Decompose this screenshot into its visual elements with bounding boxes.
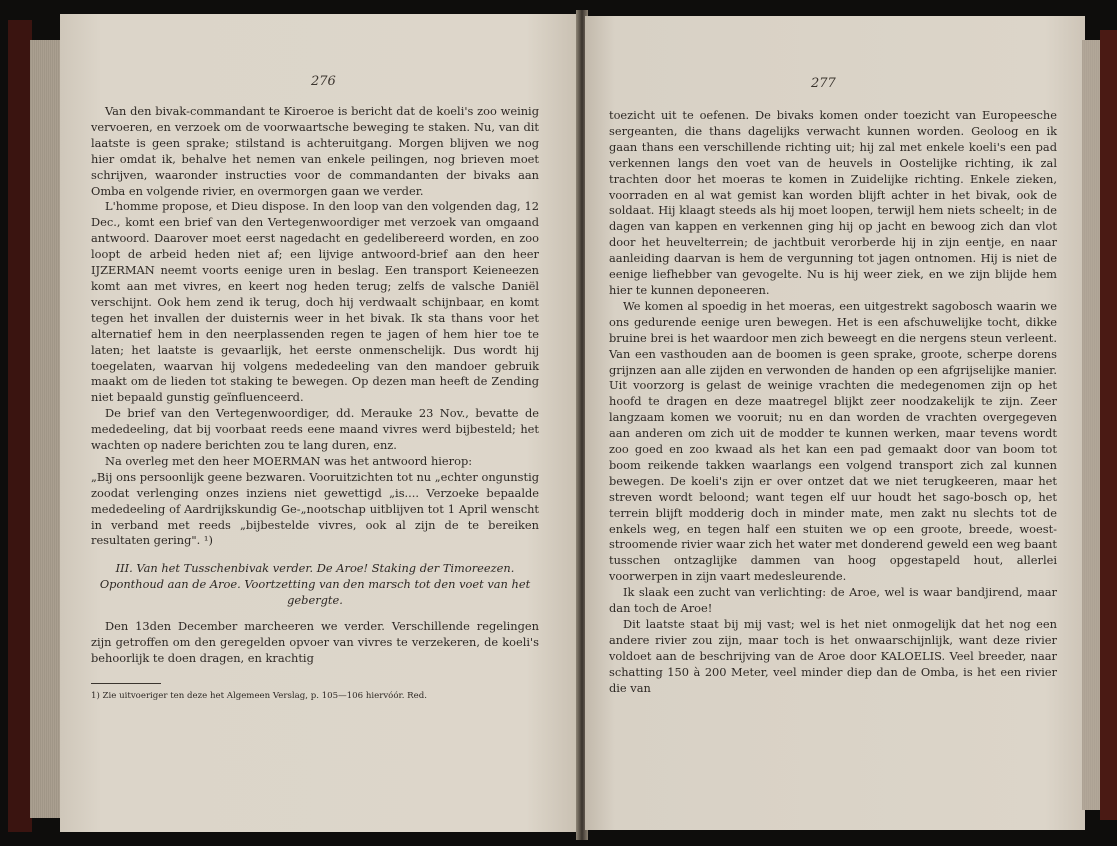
page-number-right: 277 (811, 76, 836, 91)
left-page (60, 14, 578, 832)
paragraph: Den 13den December marcheeren we verder. Verschillende regelingen zijn getroffen om den geregelden opvoer van vivres te verzekeren, de koeli's behoorlijk te doen dragen, en krachtig (91, 619, 539, 665)
quote-paragraph: „Bij ons persoonlijk geene bezwaren. Vooruitzichten tot nu „echter ongunstig zoodat verlenging onzes inziens niet gewettigd „is.... Verzoeke bepaalde mededeeling of Aardrijkskundig Ge-„nootschap uitblijven tot 1 April wenscht in verband met reeds „bijbestelde vivres, ook al zijn de te bereiken resultaten gering". ¹) (91, 469, 539, 548)
footnote-rule (91, 683, 161, 684)
paragraph: Na overleg met den heer MOERMAN was het antwoord hierop: (105, 453, 473, 468)
book-cover-edge-right (1100, 30, 1117, 820)
paragraph: toezicht uit te oefenen. De bivaks komen onder toezicht van Europeesche sergeanten, die thans dagelijks verwacht kunnen worden. Geoloog en ik gaan thans een verschillende richting uit; hij zal met enkele koeli's een pad verkennen langs den voet van de heuvels in Oostelijke richting, ik zal trachten door het moeras te komen in Zuidelijke richting. Enkele zieken, voorraden en al wat gemist kan worden blijft achter in het bivak, ook de soldaat. Hij klaagt steeds als hij moet loopen, terwijl hem niets scheelt; in de dagen van kappen en verkennen ging hij op jacht en bewoog zich dan vlot door het heuvelterrein; de jachtbuit verorberde hij in zijn eentje, en naar aanleiding daarvan is hem de vergunning tot jagen ontnomen. Hij is niet de eenige liefhebber van gevogelte. Nu is hij weer ziek, en we zijn blijde hem hier te kunnen deponeeren. (609, 108, 1057, 297)
right-page-text (609, 108, 1057, 697)
footnote: 1) Zie uitvoeriger ten deze het Algemeen Verslag, p. 105—106 hiervóór. Red. (91, 690, 427, 701)
paragraph: L'homme propose, et Dieu dispose. In den loop van den volgenden dag, 12 Dec., komt een brief van den Vertegenwoordiger met verzoek van omgaand antwoord. Daarover moet eerst nagedacht en gedelibereerd worden, en zoo loopt de arbeid heden niet af; een lijvige antwoord-brief aan den heer IJZERMAN neemt voorts eenige uren in beslag. Een transport Keieneezen komt aan met vivres, en keert nog heden terug; zelfs de valsche Daniël verschijnt. Ook hem zend ik terug, doch hij verdwaalt schijnbaar, en komt tegen het invallen der duisternis weer in het bivak. Ik sta thans voor het alternatief hem in den neerplassenden regen te jagen of hem hier toe te laten; het laatste is gevaarlijk, het eerste onmenschelijk. Dus wordt hij toegelaten, waarvan hij volgens mededeeling van den mandoer gebruik maakt om de lieden tot staking te bewegen. Op dezen man heeft de Zending niet bepaald gunstig geïnfluenceerd. (91, 199, 539, 405)
paragraph: De brief van den Vertegenwoordiger, dd. Merauke 23 Nov., bevatte de mededeeling, dat bij voorbaat reeds eene maand vivres werd bijbesteld; het wachten op nadere berichten zou te lang duren, enz. (91, 406, 539, 453)
paragraph: Dit laatste staat bij mij vast; wel is het niet onmogelijk dat het nog een andere rivier zou zijn, maar toch is het onwaarschijnlijk, want deze rivier voldoet aan de beschrijving van de Aroe door KALOELIS. Veel breeder, naar schatting 150 à 200 Meter, veel minder diep dan de Omba, is het een rivier die van (609, 617, 1057, 695)
page-stack-left (30, 40, 62, 818)
left-page-text (91, 104, 539, 702)
book-cover-edge-left (8, 20, 32, 832)
section-heading: III. Van het Tusschenbivak verder. De Aroe! Staking der Timoreezen. Oponthoud aan de Aroe. Voortzetting van den marsch tot den voet van het gebergte. (99, 561, 531, 608)
paragraph: Van den bivak-commandant te Kiroeroe is bericht dat de koeli's zoo weinig vervoeren, en verzoek om de voorwaartsche beweging te staken. Nu, van dit laatste is geen sprake; stilstand is achteruitgang. Morgen blijven we nog hier omdat ik, behalve het nemen van enkele peilingen, nog brieven moet schrijven, waaronder instructies voor de commandanten der bivaks aan Omba en volgende rivier, en overmorgen gaan we verder. (91, 104, 539, 198)
paragraph: We komen al spoedig in het moeras, een uitgestrekt sagobosch waarin we ons gedurende eenige uren bewegen. Het is een afschuwelijke tocht, dikke bruine brei is het waardoor men zich beweegt en die nergens steun verleent. Van een vasthouden aan de boomen is geen sprake, groote, scherpe dorens grijnzen aan alle zijden en verwonden de handen op een afgrijselijke manier. Uit voorzorg is gelast de weinige vrachten die medegenomen zijn op het hoofd te dragen en deze maatregel blijkt zeer noodzakelijk te zijn. Zeer langzaam komen we vooruit; nu en dan worden de vrachten overgegeven aan anderen om zich uit de modder te kunnen werken, maar tevens wordt zoo goed en zoo kwaad als het kan een pad gemaakt door van boom tot boom reikende takken waarlangs een volgend transport zich zal kunnen bewegen. De koeli's zijn er over ontzet dat we niet terugkeeren, maar het streven wordt beloond; want tegen elf uur houdt het sago-bosch op, het terrein blijft modderig doch in minder mate, men zakt nu slechts tot de enkels weg, en tegen half een stuiten we op een groote, breede, woest-stroomende rivier waar zich het water met donderend geweld een weg baant tusschen ontzaglijke dammen van hoog opgestapeld hout, allerlei voorwerpen in zijn vaart medesleurende. (609, 298, 1057, 584)
right-page (585, 16, 1085, 830)
page-number-left: 276 (311, 74, 336, 89)
paragraph: Ik slaak een zucht van verlichting: de Aroe, wel is waar bandjirend, maar dan toch de Aroe! (609, 585, 1057, 616)
